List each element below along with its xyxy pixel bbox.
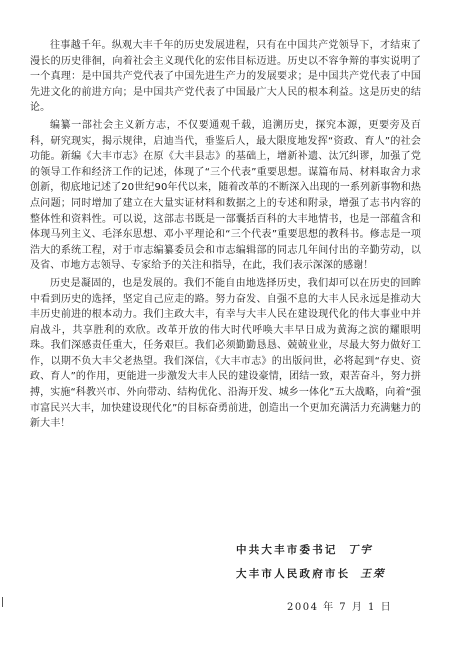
signature-name: 王荣 [360, 568, 386, 580]
signature-title: 大丰市人民政府市长 [236, 568, 351, 580]
signature-mayor [236, 566, 386, 581]
paragraph-2: 编纂一部社会主义新方志，不仅要通观千载，追溯历史，探究本源，更要旁及百科，研究现实，揭示规律，启迪当代，垂鉴后人，最大限度地发挥“资政、育人”的社会功能。新编《大丰市志》在原《大丰县志》的基础上，增新补遗、汰冗纠谬，加强了党的领导工作和经济工作的记述，体现了“三个代表”重要思想。谋篇布局、材料取舍力求创新，彻底地记述了20世纪90年代以来，随着改革的不断深入出现的一系列新事物和热点问题；同时增加了建立在大量实证材料和数据之上的专述和附录，增强了志书内容的整体性和资料性。可以说，这部志书既是一部囊括百科的大丰地情书，也是一部蕴含和体现马列主义、毛泽东思想、邓小平理论和“三个代表”重要思想的教科书。修志是一项浩大的系统工程，对于市志编纂委员会和市志编辑部的同志几年间付出的辛勤劳动，以及省、市地方志领导、专家给予的关注和指导，在此，我们表示深深的感谢！ [30, 119, 421, 272]
paragraph-3: 历史是凝固的，也是发展的。我们不能自由地选择历史，我们却可以在历史的回眸中看到历史的选择，坚定自己应走的路。努力奋发、自强不息的大丰人民永远是推动大丰历史前进的根本动力。我们主政大丰，有幸与大丰人民在建设现代化的伟大事业中并肩战斗，共享胜利的欢欣。改革开放的伟大时代呼唤大丰早日成为黄海之滨的耀眼明珠。我们深感责任重大，任务艰巨。我们必须勤勤恳恳、兢兢业业，尽最大努力做好工作，以期不负大丰父老热望。我们深信，《大丰市志》的出版问世，必将起到“存史、资政、育人”的作用，更能进一步激发大丰人民的建设豪情，团结一致，艰苦奋斗，努力拼搏，实施“科教兴市、外向带动、结构优化、沿海开发、城乡一体化”五大战略，向着“强市富民兴大丰，加快建设现代化”的目标奋勇前进，创造出一个更加充满活力充满魅力的新大丰！ [30, 277, 421, 430]
body-text [30, 38, 421, 434]
signature-name: 丁宇 [347, 544, 374, 556]
document-date: 2004 年 7 月 1 日 [287, 602, 393, 613]
paragraph-1: 往事越千年。纵观大丰千年的历史发展进程，只有在中国共产党领导下，才结束了漫长的历史徘徊，向着社会主义现代化的宏伟目标迈进。历史以不容争辩的事实说明了一个真理：是中国共产党代表了中国先进生产力的发展要求；是中国共产党代表了中国先进文化的前进方向；是中国共产党代表了中国最广大人民的根本利益。这是历史的结论。 [30, 40, 421, 114]
signature-party-secretary [236, 542, 373, 557]
scan-edge-mark [2, 597, 3, 607]
signature-title: 中共大丰市委书记 [236, 544, 338, 556]
